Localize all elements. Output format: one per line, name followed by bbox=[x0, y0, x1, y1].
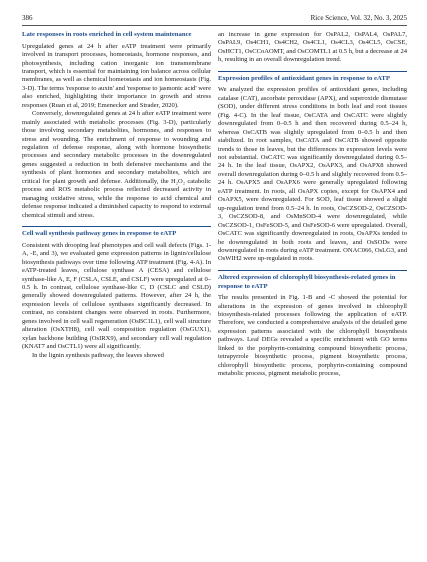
paragraph: In the lignin synthesis pathway, the leaves showed bbox=[32, 351, 164, 359]
left-column bbox=[22, 31, 211, 360]
paragraph: The results presented in Fig. 1-B and -C showed the potential for alterations in the expression of genes involved in chlorophyll biosynthesis-related processes following the application of eATP. Therefore, we conducted a comprehensive analysis of the detailed gene expression patterns associated with the chlorophyll biosynthesis pathways. Leaf DEGs revealed a specific enrichment with GO terms linked to the porphyrin-containing compound biosynthetic process, tetrapyrrole biosynthetic process, pigment biosynthetic process, chlorophyll biosynthetic process, porphyrin-containing compound metabolic process, pigment metabolic process, bbox=[218, 294, 407, 378]
running-header bbox=[22, 14, 407, 22]
paragraph: an increase in gene expression for OsPAL2, OsPAL4, OsPAL7, OsPAL9, Os4CH1, Os4CH2, Os4CL1, Os4CL3, Os4CL5, OsCSE, OsHCT1, OsCCoAOMT, and OsCOMTL1 at 0.5 h, but a decrease at 24 h, resulting in an overall downregulation trend. bbox=[218, 31, 407, 64]
page-number: 386 bbox=[22, 14, 33, 22]
journal-citation: Rice Science, Vol. 32, No. 3, 2025 bbox=[310, 14, 407, 22]
right-column bbox=[218, 31, 407, 379]
paragraph: We analyzed the expression profiles of antioxidant genes, including catalase (CAT), ascorbate peroxidase (APX), and superoxide dismutase (SOD), under different stress conditions in both leaf and root tissues (Fig. 4-C). In the leaf tissue, OsCATA and OsCATC were slightly downregulated from 0–0.5 h and then recovered during 0.5–24 h, whereas OsCATB was slightly upregulated from 0–0.5 h and then stabilized. In root samples, OsCATA and OsCATB showed opposite trends to those in leaves, but the differences in expression levels were not substantial. OsCATC was significantly downregulated during 0.5–24 h. In the leaf tissue, OsAPX2, OsAPX3, and OsAPX8 showed overall downregulation during 0–0.5 h and slightly recovered from 0.5–24 h. OsAPX5 and OsAPX6 were generally upregulated following eATP treatment. In roots, all OsAPX copies, except for OsAPX4 and OsAPX5, were downregulated. For SOD, leaf tissue showed a slight up-regulation trend from 0.5–24 h. In roots, OsCZSOD-2, OsCZSOD-3, OsCZSOD-8, and OsMnSOD-4 were downregulated, while OsCZSOD-1, OsFeSOD-5, and OsFeSOD-6 were upregulated. Overall, OsCATC was significantly downregulated in roots, OsAPXs tended to be downregulated in both roots and leaves, and OsSODs were downregulated in roots during eATP treatment. ONAC066, OsLG3, and OsWIH2 were up-regulated in roots. bbox=[218, 86, 407, 263]
paragraph: Conversely, downregulated genes at 24 h after eATP treatment were mainly associated with metabolic processes (Fig. 3-D), particularly those involving secondary metabolites, hormones, and responses to stress and wounding. The enrichment of response to wounding and regulation of defense response, along with hormone biosynthetic processes and secondary metabolic processes in the downregulated genes suggested a reduction in both defensive mechanisms and the synthesis of plant hormones and secondary metabolites, which are critical for plant growth and defense. Additionally, the H₂O₂ catabolic process and ROS metabolic process reflected decreased activity in managing oxidative stress, while the response to acid chemical and defense response indicated a diminished capacity to respond to external chemical stimuli and stress. bbox=[22, 110, 211, 219]
section-heading-antioxidant: Expression profiles of antioxidant genes in response to eATP bbox=[218, 71, 407, 84]
paragraph: Consistent with drooping leaf phenotypes and cell wall defects (Figs. 1-A, -E, and 3), we evaluated gene expression patterns in lignin/cellulose biosynthesis pathways over time following ATP treatment (Fig. 4-A). In eATP-treated leaves, cellulose synthase A (CESA) and cellulose synthase-like A, E, F (CSLA, CSLE, and CSLF) were upregulated at 0–0.5 h. In contrast, cellulose synthase-like C, D (CSLC and CSLD) generally showed downregulated patterns. However, after 24 h, the expression levels of cellulose synthases significantly decreased. In contrast, no consistent changes were observed in roots. Furthermore, genes involved in cell wall regeneration (OsBC1L1), cell wall structure alteration (OsXTH8), cell wall composition regulation (OsGUX1), xylan backbone building (OsIRX9), and secondary cell wall regulation (KNAT7 and OsCTL1) were all significantly. bbox=[22, 241, 211, 351]
paragraph: Upregulated genes at 24 h after eATP treatment were primarily involved in transport processes, homeostasis, hormone responses, and photosynthesis, including cation inorganic ion transmembrane transport, which is essential for maintaining ion balance across cellular membranes, as well as chemical homeostasis and ion homeostasis (Fig. 3-D). The terms 'response to auxin' and 'response to jasmonic acid' were also enriched, highlighting their importance in growth and stress responses (Ruan et al, 2019; Emenecker and Strader, 2020). bbox=[22, 42, 211, 109]
section-heading-cell-wall: Cell wall synthesis pathway genes in response to eATP bbox=[22, 226, 211, 239]
section-heading-root-late-responses: Late responses in roots enriched in cell system maintenance bbox=[22, 31, 192, 38]
section-heading-chlorophyll: Altered expression of chlorophyll biosynthesis-related genes in response to eATP bbox=[218, 270, 407, 291]
header-rule bbox=[22, 25, 407, 26]
